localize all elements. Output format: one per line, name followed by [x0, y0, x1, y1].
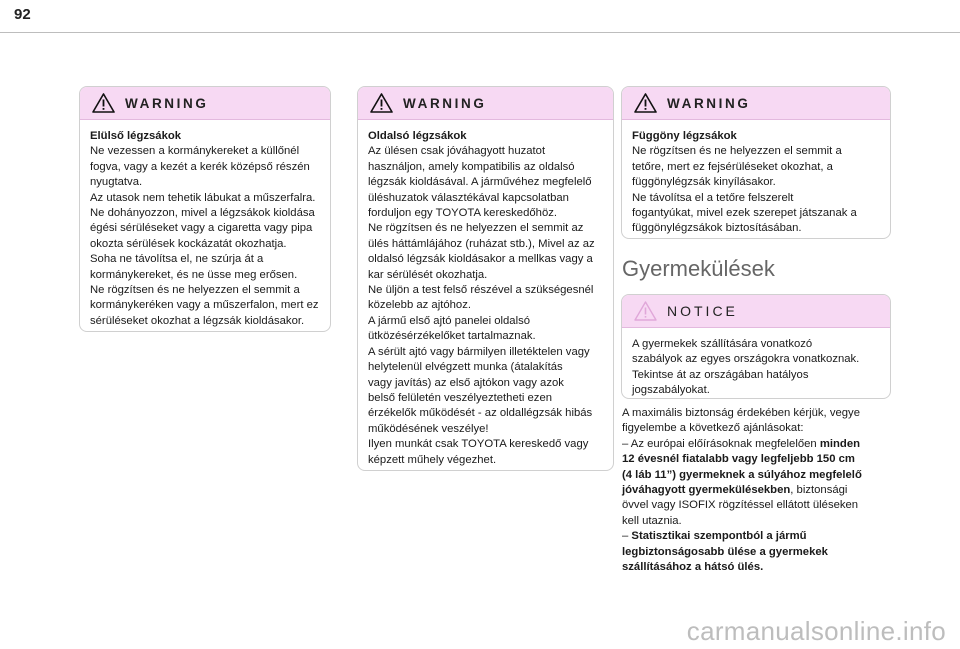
warning-icon	[634, 93, 657, 113]
text-line: okozta sérülések kockázatát okozhatja.	[90, 237, 287, 250]
text-line	[622, 468, 892, 483]
text-line: függönylégzsákok biztosításában.	[632, 222, 802, 235]
text-line	[622, 452, 892, 467]
text-line: sérüléseket okozhat a légzsák kioldásakor.	[90, 314, 305, 327]
text-line: közelebb az ajtóhoz.	[368, 299, 471, 312]
text-line: használjon, amely kompatibilis az oldalsó	[368, 160, 575, 173]
text-line: ütközésérzékelőket tartalmaznak.	[368, 330, 536, 343]
warning-heading: Elülső légzsákok	[90, 130, 182, 142]
text-line: kell utaznia.	[622, 514, 682, 527]
warning-title: WARNING	[403, 95, 487, 111]
warning-heading: Oldalsó légzsákok	[368, 130, 467, 142]
text-line: A jármű első ajtó panelei oldalsó	[368, 314, 531, 327]
text-line: Ne dohányozzon, mivel a légzsákok kioldása	[90, 207, 315, 220]
text-line: képzett műhely végezhet.	[368, 453, 497, 466]
text-line: figyelembe a következő ajánlásokat:	[622, 422, 804, 435]
text-line: üléshuzatok választékával kapcsolatban	[368, 191, 569, 204]
text-line: Ne rögzítsen és ne helyezzen el semmit a	[90, 284, 300, 297]
list-item-2-bold: legbiztonságosabb ülése a gyermekek	[622, 545, 828, 558]
text-line: Ne vezessen a kormánykereket a küllőnél	[90, 145, 300, 158]
text-line: Ilyen munkát csak TOYOTA kereskedő vagy	[368, 438, 589, 451]
text-line: oldalsó légzsák kioldásakor a mellkas vagy a	[368, 253, 593, 266]
top-divider	[0, 32, 960, 33]
list-item-1-prefix: – Az európai előírásoknak megfelelően	[622, 437, 820, 450]
text-line	[622, 560, 892, 575]
list-item-2-bold: Statisztikai szempontból a jármű	[631, 530, 807, 543]
text-line: Az ülésen csak jóváhagyott huzatot	[368, 145, 546, 158]
text-line: fogva, vagy a kezét a kerék középső részén	[90, 160, 310, 173]
text-line: kormánykereket, és ne üsse meg erősen.	[90, 268, 298, 281]
text-line: működésének veszélye!	[368, 422, 489, 435]
list-item-1-bold: (4 láb 11”) gyermeknek a súlyához megfelelő	[622, 468, 862, 481]
list-item-1-text: , biztonsági	[790, 484, 848, 497]
text-line	[622, 483, 892, 498]
text-line: jogszabályokat.	[632, 384, 710, 397]
text-line: övvel vagy ISOFIX rögzítéssel ellátott üléseken	[622, 499, 859, 512]
text-line: fogantyúkat, mivel ezek szerepet játszanak a	[632, 207, 857, 220]
text-line: Ne távolítsa el a tetőre felszerelt	[632, 191, 794, 204]
text-line: forduljon egy TOYOTA kereskedőhöz.	[368, 207, 558, 220]
warning-heading: Függöny légzsákok	[632, 130, 737, 142]
text-line: Soha ne távolítsa el, ne szúrja át a	[90, 253, 264, 266]
text-line: érzékelők működését - az oldallégzsák hibás	[368, 407, 593, 420]
warning-icon	[370, 93, 393, 113]
warning-body	[622, 120, 890, 239]
text-line: égési sérüléseket vagy a cigaretta vagy pipa	[90, 222, 313, 235]
text-line: Ne rögzítsen és ne helyezzen el semmit a	[632, 145, 842, 158]
text-line: kormánykeréken vagy a műszerfalon, mert ez	[90, 299, 319, 312]
warning-title: WARNING	[125, 95, 209, 111]
warning-body	[358, 120, 613, 471]
warning-box-header	[80, 87, 330, 120]
list-item-1-bold: 12 évesnél fiatalabb vagy legfeljebb 150 cm	[622, 453, 855, 466]
text-line: függönylégzsák kinyílásakor.	[632, 176, 776, 189]
notice-box	[621, 294, 891, 399]
text-line: A sérült ajtó vagy bármilyen illetéktelen vagy	[368, 345, 590, 358]
warning-box-header	[358, 87, 613, 120]
text-line	[622, 545, 892, 560]
notice-box-header	[622, 295, 890, 328]
text-line: Tekintse át az országában hatályos	[632, 368, 809, 381]
text-line: helytelenül elvégzett munka (átalakítás	[368, 361, 563, 374]
list-item-1-line	[622, 437, 892, 452]
warning-box-side-airbags	[357, 86, 614, 471]
list-item-2-bold: szállításához a hátsó ülés.	[622, 561, 764, 574]
text-line: belső felületén veszélyeztetheti ezen	[368, 391, 553, 404]
list-item-1-bold: jóváhagyott gyermekülésekben	[622, 484, 791, 497]
text-line: Ne rögzítsen és ne helyezzen el semmit az	[368, 222, 584, 235]
text-line: tetőre, mert ez fejsérüléseket okozhat, a	[632, 160, 833, 173]
page-number: 92	[14, 6, 31, 23]
notice-body	[622, 328, 890, 399]
warning-title: WARNING	[667, 95, 751, 111]
list-item-2-prefix: –	[622, 530, 632, 543]
text-line: vagy javítás) az első ajtókon vagy azok	[368, 376, 564, 389]
text-line: kar sérülését okozhatja.	[368, 268, 488, 281]
warning-box-header	[622, 87, 890, 120]
warning-box-front-airbags	[79, 86, 331, 332]
text-line: A gyermekek szállítására vonatkozó	[632, 338, 813, 350]
notice-icon	[634, 301, 657, 321]
warning-icon	[92, 93, 115, 113]
text-line: légzsák kioldásával. A járművéhez megfelelő	[368, 176, 592, 189]
list-item-2-line	[622, 529, 892, 544]
section-title: Gyermekülések	[622, 256, 775, 281]
notice-title: NOTICE	[667, 303, 738, 319]
text-line: Az utasok nem tehetik lábukat a műszerfalra.	[90, 191, 316, 204]
text-line: szabályok az egyes országokra vonatkoznak.	[632, 353, 860, 366]
child-seat-recommendations	[622, 406, 892, 575]
text-line: A maximális biztonság érdekében kérjük, vegye	[622, 407, 860, 419]
watermark: carmanualsonline.info	[686, 616, 946, 646]
warning-body	[80, 120, 330, 332]
warning-box-curtain-airbags	[621, 86, 891, 239]
text-line: nyugtatva.	[90, 176, 143, 189]
text-line: ülés háttámlájához (ruházat stb.), Mivel az az	[368, 237, 595, 250]
text-line: Ne üljön a test felső részével a szükségesnél	[368, 284, 594, 297]
list-item-1-bold: minden	[819, 437, 860, 450]
